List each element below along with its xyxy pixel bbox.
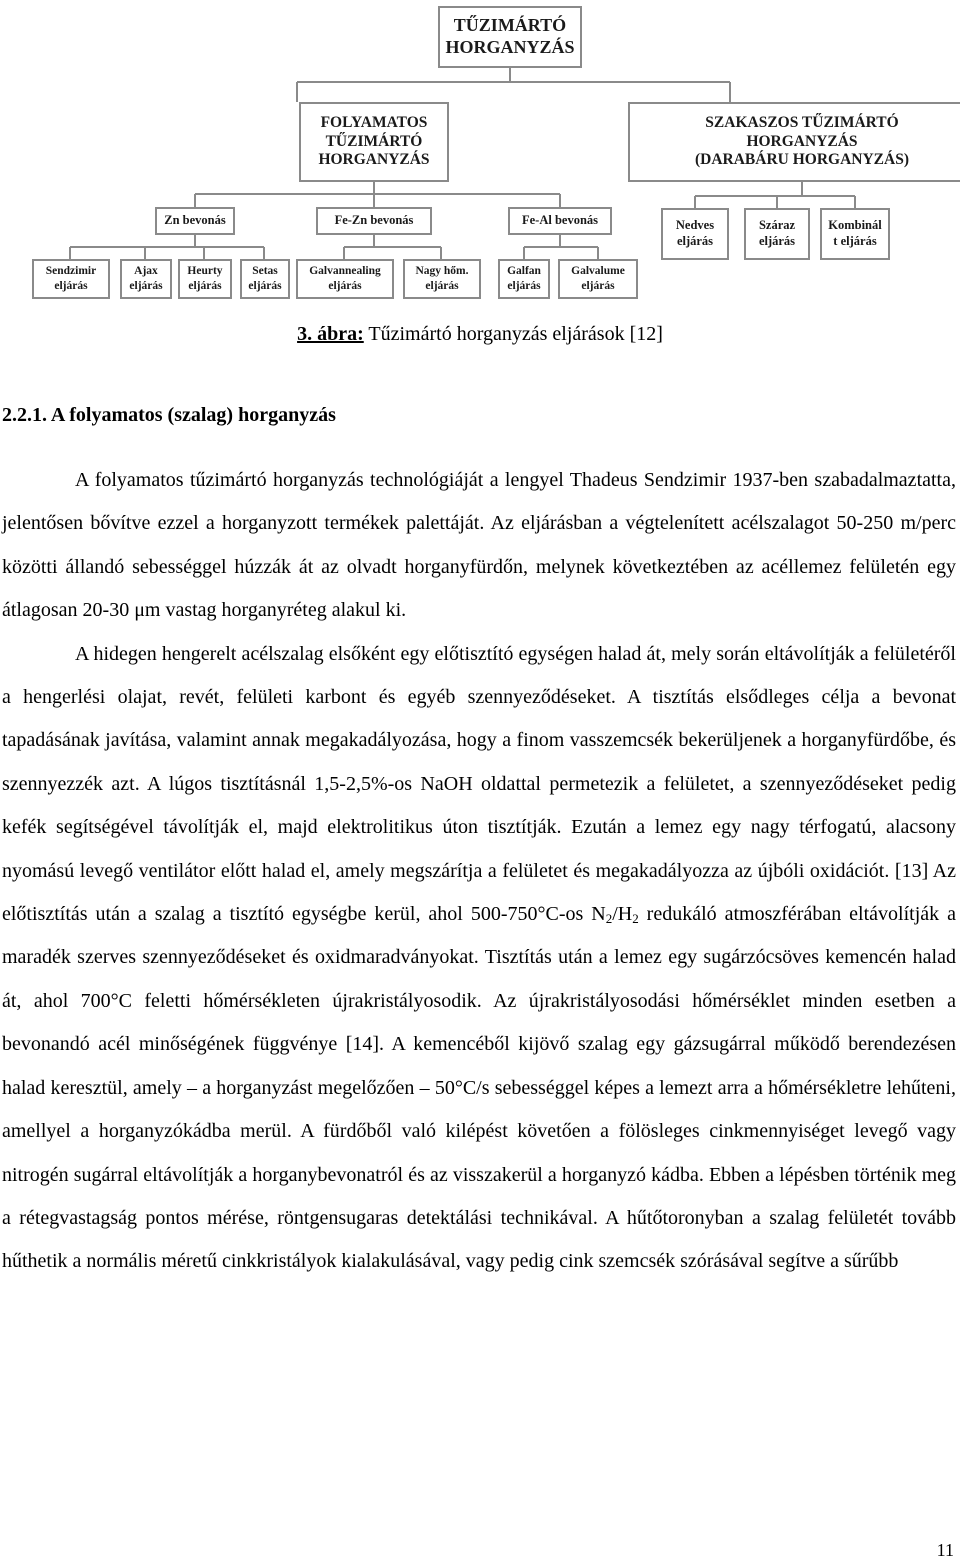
subscript-2b: 2 <box>632 911 639 927</box>
root-node: TŰZIMÁRTÓ HORGANYZÁS <box>438 6 582 68</box>
wet-process-node: Nedves eljárás <box>661 208 729 260</box>
leaf-galvalume: Galvalume eljárás <box>558 259 638 299</box>
leaf-galfan: Galfan eljárás <box>498 259 550 299</box>
paragraph-2-part-2: /H <box>612 903 633 926</box>
figure-label: 3. ábra: <box>297 323 364 345</box>
leaf-setas: Setas eljárás <box>240 259 290 299</box>
combined-process-node: Kombinál t eljárás <box>820 208 890 260</box>
dry-process-node: Száraz eljárás <box>744 208 810 260</box>
leaf-galvannealing: Galvannealing eljárás <box>296 259 394 299</box>
paragraph-2-part-3: redukáló atmoszférában eltávolítják a maradék szerves szennyeződéseket és oxidmaradványokat. Tisztítás után a lemez egy sugárzócsöves kemencén halad át, ahol 700°C feletti hőmérsékleten újrakristályosodik. Az újrakristályosodási hőmérséklet minden esetben a bevonandó acél minőségének függvénye [14]. A kemencéből kijövő szalag egy gázsugárral működő berendezésen halad keresztül, amely – a horganyzást megelőzően – 50°C/s sebességgel képes a lemezt arra a hőmérsékletre lehűteni, amellyel a horganyzókádba merül. A fürdőből való kilépést követően a fölösleges cinkmennyiséget levegő vagy nitrogén sugárral eltávolítják a horganybevonatról és az visszakerül a horganyzó kádba. Ebben a lépésben történik meg a rétegvastagság pontos mérése, röntgensugaras detektálási technikával. A hűtőtoronyban a szalag felületét tovább hűthetik a normális méretű cinkkristályok kialakulásával, vagy pedig cink szemcsék szórásával segítve a sűrűbb <box>2 903 956 1273</box>
leaf-high-temp: Nagy hőm. eljárás <box>403 259 481 299</box>
fe-zn-coating-node: Fe-Zn bevonás <box>316 207 432 235</box>
body-text <box>2 459 956 1284</box>
page-number: 11 <box>936 1540 954 1560</box>
paragraph-2 <box>2 633 956 1284</box>
fe-al-coating-node: Fe-Al bevonás <box>508 207 612 235</box>
zn-coating-node: Zn bevonás <box>155 207 235 235</box>
subscript-2a: 2 <box>605 911 613 927</box>
section-number: 2.2.1. <box>2 404 47 426</box>
paragraph-2-part-1: A hidegen hengerelt acélszalag elsőként egy előtisztító egységen halad át, mely során eltávolítják a felületéről a hengerlési olajat, revét, felületi karbont és egyéb szennyeződéseket. A tisztítás elsődleges célja a bevonat tapadásának javítása, valamint annak megakadályozása, hogy a finom vasszemcsék bekerüljenek a horganyfürdőbe, és szennyezzék azt. A lúgos tisztításnál 1,5-2,5%-os NaOH oldattal permetezik a felületet, a szennyeződéseket pedig kefék segítségével távolítják el, majd elektrolitikus úton tisztítják. Ezután a lemez egy nagy térfogatú, alacsony nyomású levegő ventilátor előtt halad el, amely megszárítja a felületet és megakadályozza az újbóli oxidációt. [13] Az előtisztítás után a szalag a tisztító egységbe kerül, ahol 500-750°C-os N <box>2 642 956 926</box>
process-tree-diagram <box>0 0 960 305</box>
leaf-sendzimir: Sendzimir eljárás <box>32 259 110 299</box>
leaf-ajax: Ajax eljárás <box>120 259 172 299</box>
leaf-heurty: Heurty eljárás <box>178 259 232 299</box>
paragraph-1: A folyamatos tűzimártó horganyzás technológiáját a lengyel Thadeus Sendzimir 1937-ben szabadalmaztatta, jelentősen bővítve ezzel a horganyzott termékek palettáját. Az eljárásban a végtelenített acélszalagot 50-250 m/perc közötti állandó sebességgel húzzák át az olvadt horganyfürdőn, melynek következtében az acéllemez felületén egy átlagosan 20-30 μm vastag horganyréteg alakul ki. <box>2 469 956 622</box>
section-heading <box>2 404 336 427</box>
continuous-galvanizing-node: FOLYAMATOS TŰZIMÁRTÓ HORGANYZÁS <box>299 102 449 182</box>
batch-galvanizing-node: SZAKASZOS TŰZIMÁRTÓ HORGANYZÁS (DARABÁRU HORGANYZÁS) <box>628 102 960 182</box>
section-title: A folyamatos (szalag) horganyzás <box>47 404 336 426</box>
figure-caption <box>0 323 960 346</box>
figure-caption-text: Tűzimártó horganyzás eljárások [12] <box>363 323 663 345</box>
